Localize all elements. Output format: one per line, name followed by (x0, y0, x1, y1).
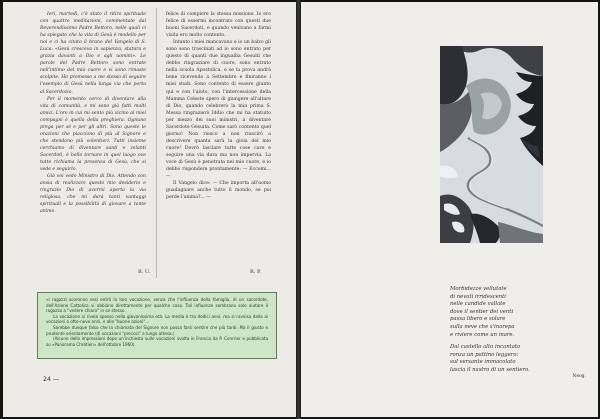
column-divider (156, 8, 157, 278)
box-paragraph: La vocazione si rivela spesso nella giovanissima età. La media è tra dodici anni, ma si ravvisa dalla ai vocazioni a otto-nove anni, e alle "buone azioni"... (46, 313, 268, 325)
page-number: 24 — (43, 376, 60, 383)
paragraph: Ieri, martedì, c'è stato il ritiro spirituale con quattro meditazioni, commentate dal Reverendissimo Padre Bettoro, nelle quali ci ha spiegato che la vita di Gesù è modello per noi e ci ha citato il brano del Vangelo di S. Luca: «Gesù cresceva in sapienza, statura e grazia davanti a Dio e agli uomini». Le parole del Padre Bettoro sono entrate nell'intimo del mio cuore e vi sono rimaste scolpite. Ho promesso a me stesso di seguire l'esempio di Gesù nella lunga via che porta al Sacerdozio. (40, 12, 146, 95)
text-column-2 (166, 11, 271, 201)
poem-line: sulla neve che s'inarepa (450, 323, 515, 330)
poem-line: di nevati irridescenti (450, 293, 507, 300)
text-column-1 (40, 11, 146, 215)
paragraph: Per il momento cerco di diventare alla vita di comunità, e mi sono già fatti molti amici. L'ore in cui mi sento più vicino ai miei compagni è quella della preghiera. Ognuno prega per sé e per gli altri. Sono queste le orazioni che piacciono di più al Signore e che stendono più volentieri. Tutti insieme cerchiamo di diventare santi e zelanti Sacerdoti, è bello tornare in quel luogo ove tutto richiama la presenza di Gesù, che si vede e seguirlo. (40, 96, 146, 173)
poem-line: Dal castello alto incantato (450, 344, 521, 351)
box-paragraph: «I ragazzi scoronno essi entrò la loro vocazione, senza che l'influenza della famiglia, di un sacerdote, dell'Azione Cattolica vi abbiano direttamente per qualche cosa. Tali influenze sembrano solo aiutare il ragazzo a "vedere chiaro" in se stesso. (46, 297, 268, 314)
poem-stanza-1 (450, 286, 590, 339)
box-paragraph: (Alcune delle impressioni dopo un'inchiesta sulle vocazioni svolta in Francia da P. Conrrier e pubblicata su «Panorama Chrétien» dell'ottobre 1960). (46, 336, 268, 347)
snow-landscape-illustration (440, 46, 543, 243)
box-paragraph: Sarebbe dunque falso che la chiamata del Signore non possa farsi sentire che più tardi. Ma il giusto e prudente orientamento (di vocazioni "precoci" a lungo attesa.) (46, 324, 268, 336)
paragraph: felice di compiere la stessa missione. Io ero felice di essermi incontrato con questi due buoni Sacerdoti, e quando venivano a farmi visita ero molto contento. (166, 12, 271, 39)
poem-line: nelle candide vallate (450, 301, 506, 308)
paragraph: Intanto i miei mancavano e io un balzo gli sono sono trascinati ad io sono entrato per questo di quanti due inguaiba Gesuiti che debbo ringraziare di cuore, sono entrato nella scuola Apostolica, e se la prova andrà bene ricevendo a Settembre e finiranno i miei studi. Sono contento di essere giunto qui e con l'aiuto, con l'intercessione della Mamma Celeste spero di giungere all'altare di Dio, quando celebrerò la mia prima S. Messa ringrazierò Iddio che mi ha statuito per mezzo dei suoi ministri, a diventare Sacerdote Gesuita. Come sarò contento quel giorno! Non riesco a non riuscirò a descrivere quanta sarà la gioia del mio cuore! Dovrò lasciare tutte cose care e seguire una via dura ma non impervia. La voce di Gesù è penetrata nel mio cuore, e io debbo rispondere prontamente: — Eccomi… — (166, 40, 271, 180)
poem-line: lascia il nastro di un sentiero. (450, 366, 530, 373)
poem-line: Morbidezze vellutate (450, 286, 507, 292)
poem-line: ronza un pattino leggero: (450, 351, 519, 358)
poem-line: sul versante immacolato (450, 359, 516, 366)
signature-right: R. P. (250, 269, 261, 275)
paragraph: Già voi vedo Ministro di Dio. Attendo con ansia di realizzare questo mio desiderio e ringrazio Dio di avermi aperta la via religiosa, che mi darà tanti vantaggi spirituali e la possibilità di giovare a tante anime. (40, 174, 146, 215)
poem-line: dove il sentier dei venti (450, 308, 514, 315)
poem-author: Neog. (572, 373, 586, 379)
poem (450, 286, 590, 380)
paragraph: Il Vangelo dice: — Che importa all'uomo guadagnare anche tutto il mondo, se poi perde l'anima?… — (166, 181, 271, 201)
poem-stanza-2 (450, 344, 590, 374)
left-page (3, 2, 296, 417)
quote-box (37, 292, 277, 359)
signature-left: B. U. (138, 269, 151, 275)
right-page (301, 2, 598, 417)
poem-line: passa libero e solare (450, 316, 506, 323)
poem-line: e riviere come un mare. (450, 331, 515, 338)
